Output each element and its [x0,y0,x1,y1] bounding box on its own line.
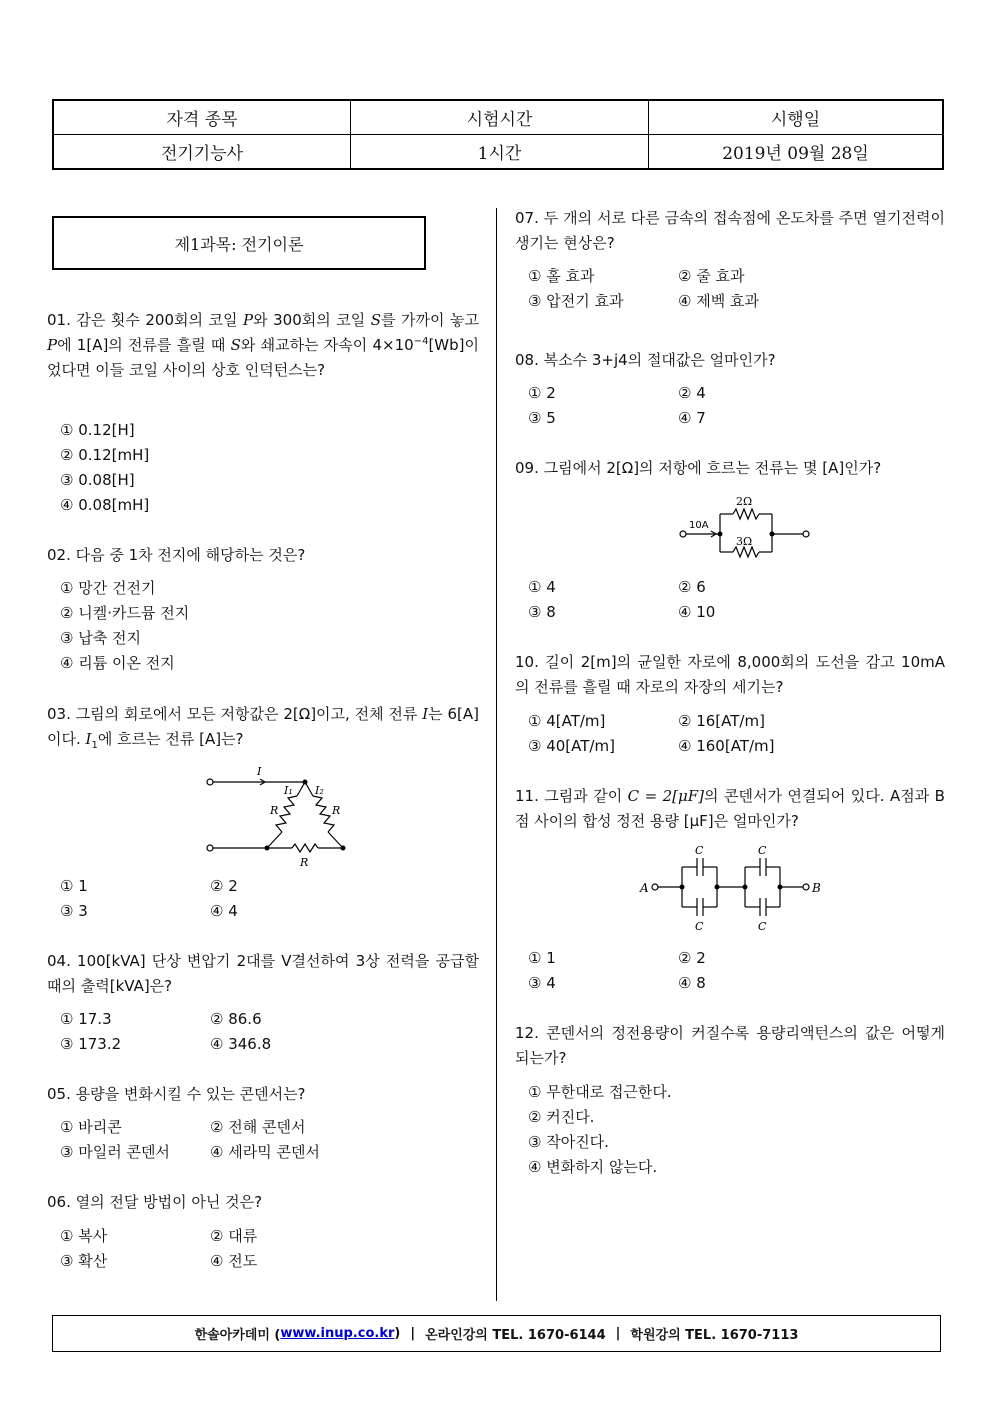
footer-close-paren: ) [394,1326,401,1341]
q08-option-4[interactable]: ④ 7 [678,409,706,427]
q03-option-2[interactable]: ② 2 [210,877,238,895]
q10-option-4[interactable]: ④ 160[AT/m] [678,737,775,755]
q03-label-I: I [257,765,262,778]
q11-option-1[interactable]: ① 1 [528,949,556,967]
question-05: 05. 용량을 변화시킬 수 있는 콘덴서는? [47,1085,306,1103]
footer-online-tel: 온라인강의 TEL. 1670-6144 [425,1328,606,1343]
q03-label-I1: I₁ [284,784,293,797]
q03-label-R-left: R [270,804,279,817]
q09-option-2[interactable]: ② 6 [678,578,706,596]
question-07: 07. 두 개의 서로 다른 금속의 접속점에 온도차를 주면 열기전력이 생기는 현상은? [515,209,945,252]
q03-circuit-figure [200,760,360,870]
q08-option-3[interactable]: ③ 5 [528,409,556,427]
q04-option-4[interactable]: ④ 346.8 [210,1035,272,1053]
q04-option-2[interactable]: ② 86.6 [210,1010,262,1028]
footer-academy: 한솔아카데미 ( [194,1328,281,1343]
question-02: 02. 다음 중 1차 전지에 해당하는 것은? [47,546,306,564]
q05-option-1[interactable]: ① 바리콘 [60,1118,122,1136]
q10-option-2[interactable]: ② 16[AT/m] [678,712,765,730]
q01-option-4[interactable]: ④ 0.08[mH] [60,496,150,514]
q03-label-R-right: R [332,804,341,817]
q09-option-3[interactable]: ③ 8 [528,603,556,621]
header-date-value: 2019년 09월 28일 [722,143,869,164]
q09-label-10A: 10A [689,520,709,531]
q04-option-1[interactable]: ① 17.3 [60,1010,112,1028]
q03-option-1[interactable]: ① 1 [60,877,88,895]
q08-option-1[interactable]: ① 2 [528,384,556,402]
q11-label-C1: C [695,844,704,857]
footer-offline-tel: 학원강의 TEL. 1670-7113 [630,1328,799,1343]
footer-bar [52,1315,941,1352]
header-duration-label: 시험시간 [351,101,649,135]
q11-label-C4: C [758,920,767,933]
question-10: 10. 길이 2[m]의 균일한 자로에 8,000회의 도선을 감고 10mA의 전류를 흘릴 때 자로의 자장의 세기는? [515,653,945,696]
q05-option-4[interactable]: ④ 세라믹 콘덴서 [210,1143,320,1161]
q10-option-3[interactable]: ③ 40[AT/m] [528,737,615,755]
q09-label-3ohm: 3Ω [736,535,753,548]
header-qualification-value: 전기기능사 [54,135,351,169]
q03-option-4[interactable]: ④ 4 [210,902,238,920]
q09-circuit-figure [675,490,815,562]
q12-option-1[interactable]: ① 무한대로 접근한다. [528,1083,672,1101]
q06-option-2[interactable]: ② 대류 [210,1227,258,1245]
question-01: 01. 감은 횟수 200회의 코일 P와 300회의 코일 S를 가까이 놓고 P에 1[A]의 전류를 흘릴 때 S와 쇄교하는 자속이 $4\times 10^{-4}[Wb]$이었다면 이들 코일 사이의 상호 인덕턴스는? [47,311,479,379]
q07-option-4[interactable]: ④ 제벡 효과 [678,292,759,310]
q09-option-1[interactable]: ① 4 [528,578,556,596]
q10-option-1[interactable]: ① 4[AT/m] [528,712,606,730]
q06-option-3[interactable]: ③ 확산 [60,1252,108,1270]
q08-option-2[interactable]: ② 4 [678,384,706,402]
question-08: 08. 복소수 3+j4의 절대값은 얼마인가? [515,351,776,369]
q04-option-3[interactable]: ③ 173.2 [60,1035,122,1053]
q05-option-2[interactable]: ② 전해 콘덴서 [210,1118,306,1136]
q11-label-A: A [640,881,649,895]
q01-option-1[interactable]: ① 0.12[H] [60,421,135,439]
q12-option-2[interactable]: ② 커진다. [528,1108,595,1126]
subject-title: 제1과목: 전기이론 [52,216,426,270]
q05-option-3[interactable]: ③ 마일러 콘덴서 [60,1143,170,1161]
q02-option-4[interactable]: ④ 리튬 이온 전지 [60,654,175,672]
q02-option-3[interactable]: ③ 납축 전지 [60,629,141,647]
header-qualification-label: 자격 종목 [54,101,351,135]
q07-option-3[interactable]: ③ 압전기 효과 [528,292,624,310]
footer-separator: | [615,1326,621,1341]
q11-capacitor-figure [635,842,825,934]
question-11: 11. 그림과 같이 C = 2[μF]의 콘덴서가 연결되어 있다. A점과 B점 사이의 합성 정전 용량 [μF]은 얼마인가? [515,787,945,830]
q09-label-2ohm: 2Ω [736,495,753,508]
q02-option-2[interactable]: ② 니켈·카드뮴 전지 [60,604,190,622]
q03-option-3[interactable]: ③ 3 [60,902,88,920]
q07-option-1[interactable]: ① 홀 효과 [528,267,595,285]
question-09: 09. 그림에서 2[Ω]의 저항에 흐르는 전류는 몇 [A]인가? [515,459,882,477]
q07-option-2[interactable]: ② 줄 효과 [678,267,745,285]
q11-label-B: B [812,881,821,895]
footer-separator: | [410,1326,416,1341]
q11-option-3[interactable]: ③ 4 [528,974,556,992]
q03-label-I2: I₂ [315,784,324,797]
exam-info-table [52,99,944,170]
q06-option-1[interactable]: ① 복사 [60,1227,108,1245]
q09-option-4[interactable]: ④ 10 [678,603,716,621]
q11-label-C2: C [758,844,767,857]
question-03: 03. 그림의 회로에서 모든 저항값은 2[Ω]이고, 전체 전류 I는 6[A]이다. $I_1$에 흐르는 전류 [A]는? [47,705,479,751]
header-date-label: 시행일 [649,101,942,135]
q06-option-4[interactable]: ④ 전도 [210,1252,258,1270]
column-divider [496,208,497,1301]
q01-option-2[interactable]: ② 0.12[mH] [60,446,150,464]
q01-option-3[interactable]: ③ 0.08[H] [60,471,135,489]
question-06: 06. 열의 전달 방법이 아닌 것은? [47,1193,263,1211]
q11-option-4[interactable]: ④ 8 [678,974,706,992]
q02-option-1[interactable]: ① 망간 건전기 [60,579,156,597]
q03-label-R-bottom: R [300,856,309,869]
question-04: 04. 100[kVA] 단상 변압기 2대를 V결선하여 3상 전력을 공급할 때의 출력[kVA]은? [47,952,479,995]
q11-label-C3: C [695,920,704,933]
q11-option-2[interactable]: ② 2 [678,949,706,967]
q12-option-4[interactable]: ④ 변화하지 않는다. [528,1158,658,1176]
q12-option-3[interactable]: ③ 작아진다. [528,1133,609,1151]
header-duration-value: 1시간 [351,135,649,169]
footer-website-link[interactable]: www.inup.co.kr [280,1326,395,1341]
question-12: 12. 콘덴서의 정전용량이 커질수록 용량리액턴스의 값은 어떻게 되는가? [515,1024,945,1067]
